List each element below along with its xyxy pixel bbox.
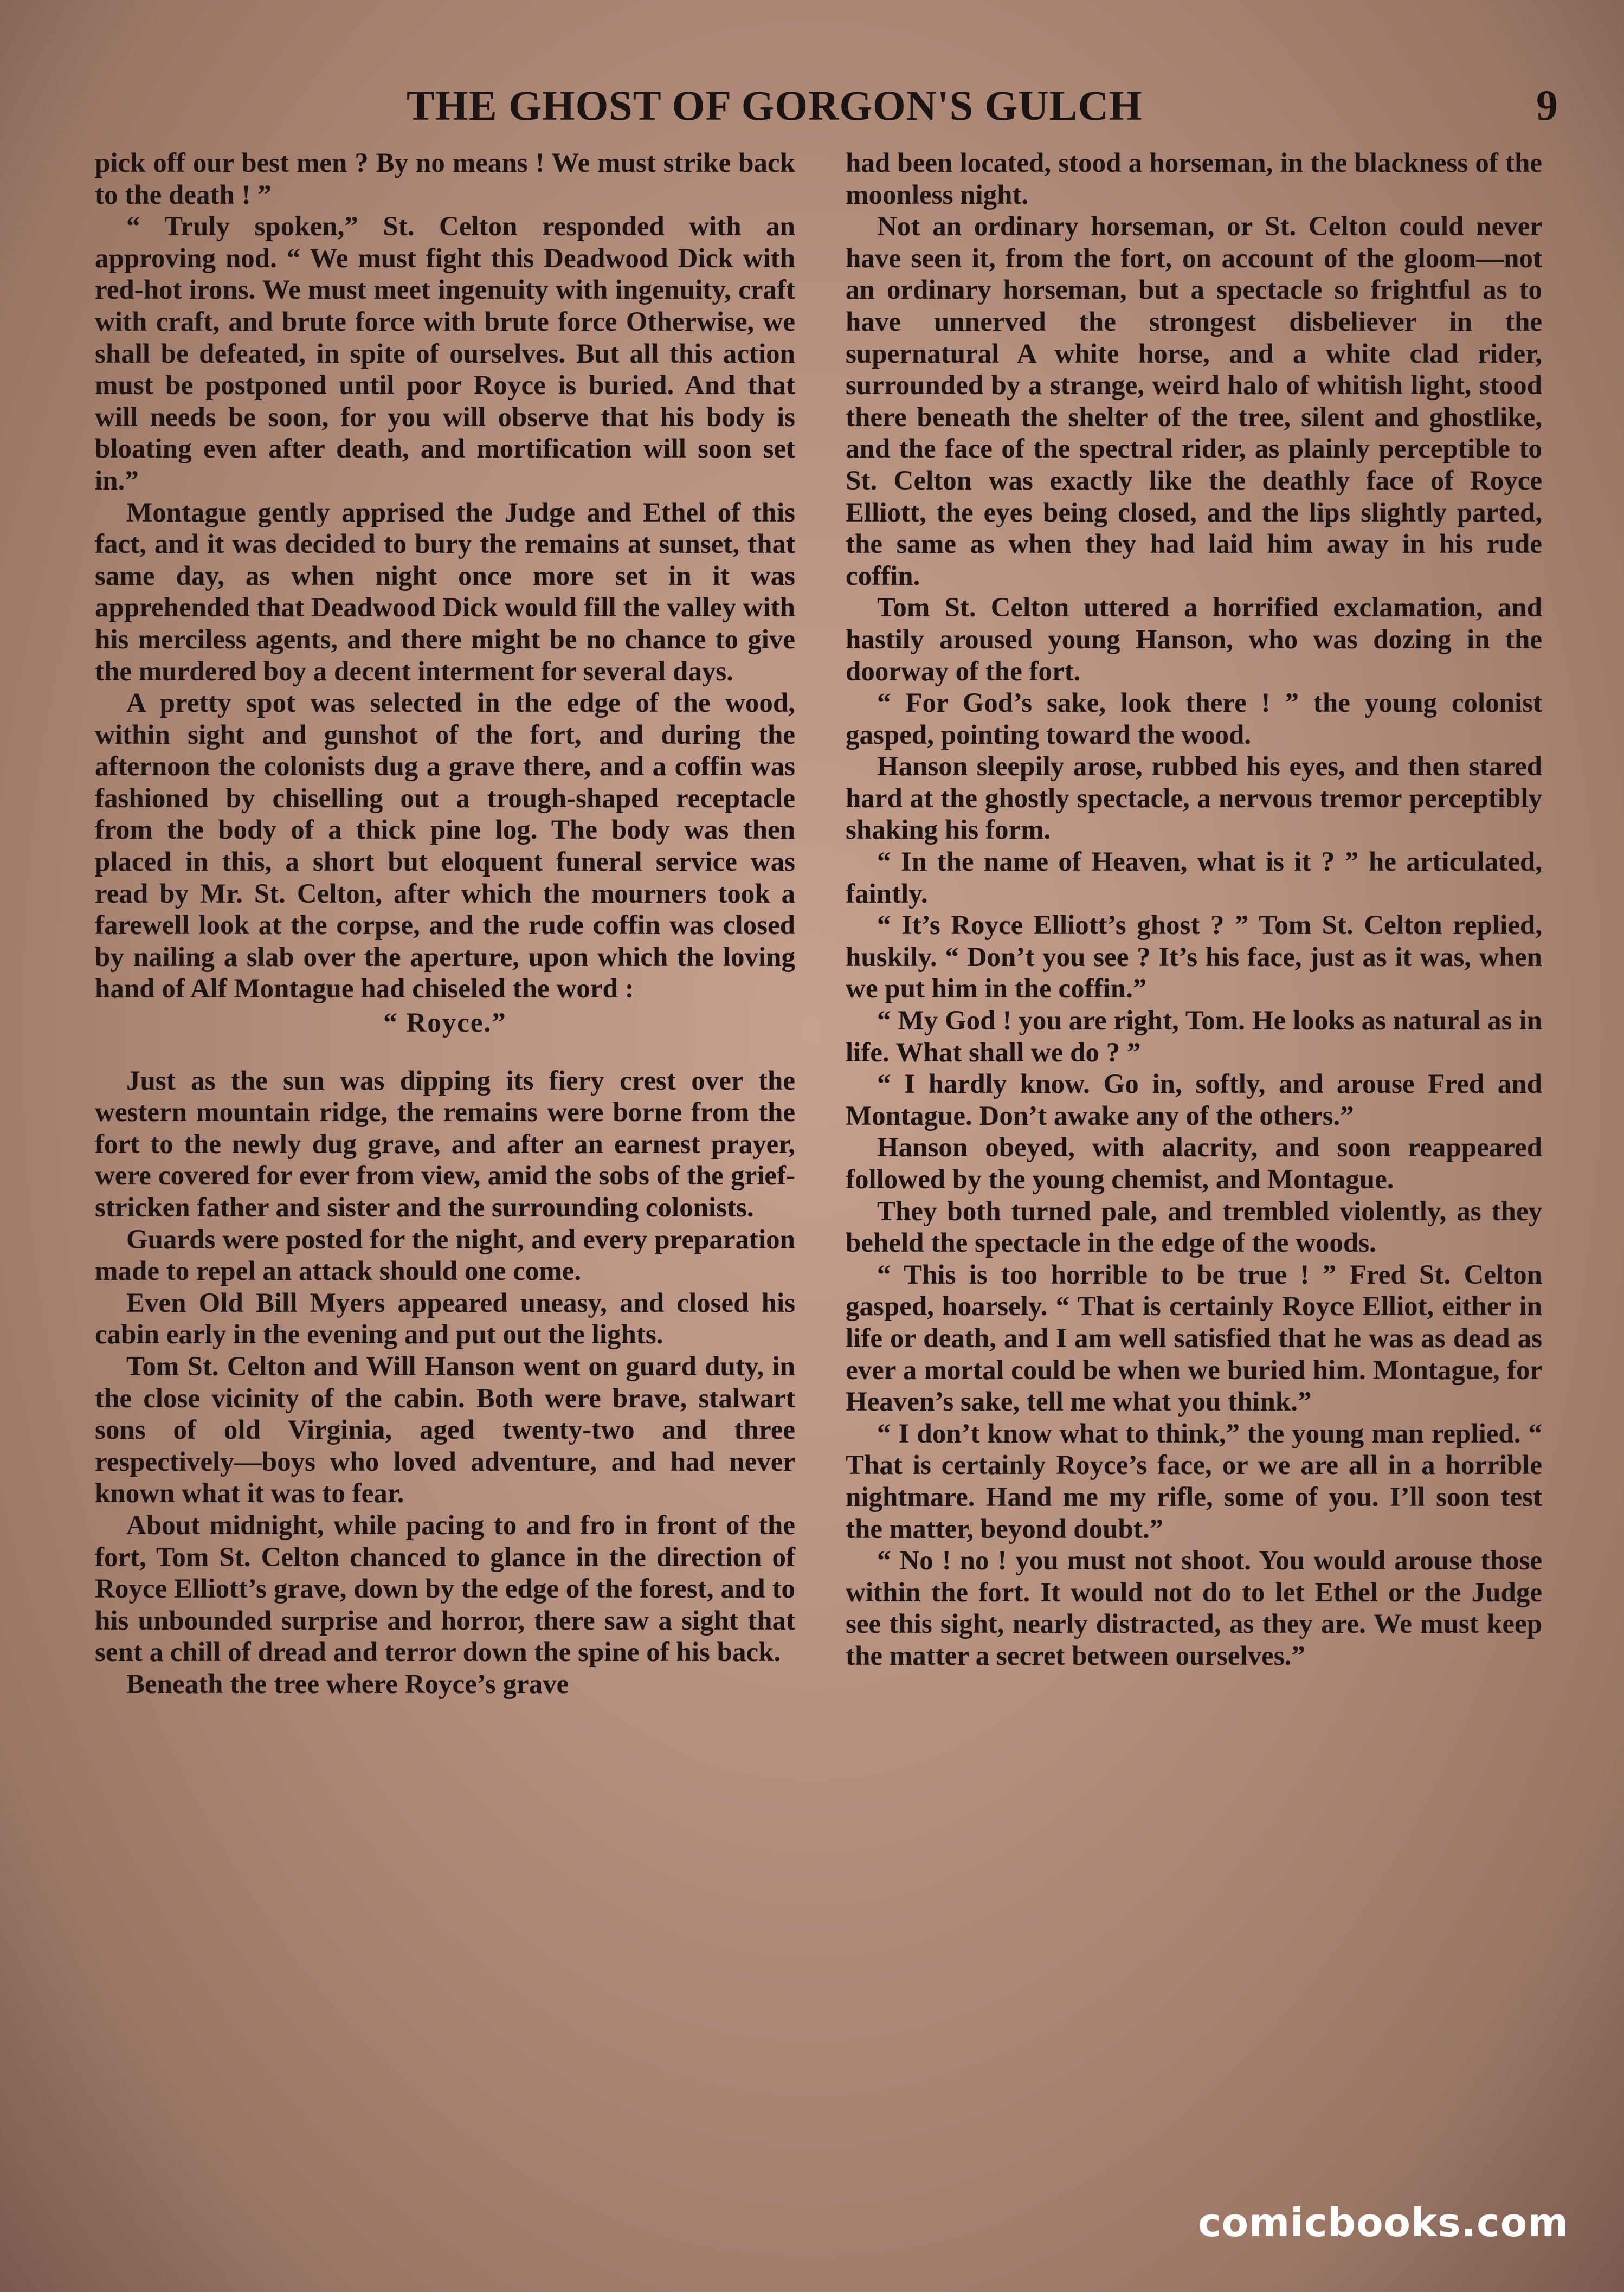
running-title: THE GHOST OF GORGON'S GULCH: [407, 82, 1143, 129]
paragraph: They both turned pale, and trembled violently, as they beheld the spectacle in the edge of the woods.: [846, 1196, 1542, 1259]
right-text-column: [846, 147, 1542, 1672]
paragraph: pick off our best men ? By no means ! We must strike back to the death ! ”: [95, 148, 795, 210]
paragraph: had been located, stood a horseman, in the blackness of the moonless night.: [846, 148, 1542, 210]
paragraph: About midnight, while pacing to and fro in front of the fort, Tom St. Celton chanced to glance in the direction of Royce Elliott’s grave, down by the edge of the forest, and to his unbounded surprise and horror, there saw a sight that sent a chill of dread and terror down the spine of his back.: [95, 1510, 795, 1668]
paragraph: Just as the sun was dipping its fiery crest over the western mountain ridge, the remains were borne from the fort to the newly dug grave, and after an earnest prayer, were covered for ever from view, amid the sobs of the grief-stricken father and sister and the surrounding colonists.: [95, 1065, 795, 1223]
page-number: 9: [1536, 82, 1558, 130]
paragraph: Beneath the tree where Royce’s grave: [126, 1669, 569, 1699]
paragraph: “ I hardly know. Go in, softly, and arouse Fred and Montague. Don’t awake any of the others.”: [846, 1069, 1542, 1131]
page-header: [92, 81, 1564, 141]
paragraph: Montague gently apprised the Judge and Ethel of this fact, and it was decided to bury the remains at sunset, that same day, as when night once more set in it was apprehended that Deadwood Dick would fill the valley with his merciless agents, and there might be no chance to give the murdered boy a decent interment for several days.: [95, 497, 795, 687]
paragraph: “ For God’s sake, look there ! ” the young colonist gasped, pointing toward the wood.: [846, 688, 1542, 750]
paragraph: Tom St. Celton uttered a horrified exclamation, and hastily aroused young Hanson, who was dozing in the doorway of the fort.: [846, 593, 1542, 687]
paragraph: “ I don’t know what to think,” the young man replied. “ That is certainly Royce’s face, or we are all in a horrible nightmare. Hand me my rifle, some of you. I’ll soon test the matter, beyond doubt.”: [846, 1418, 1542, 1544]
paragraph: Guards were posted for the night, and every preparation made to repel an attack should one come.: [95, 1224, 795, 1287]
paragraph: “ In the name of Heaven, what is it ? ” he articulated, faintly.: [846, 847, 1542, 909]
paragraph: “ This is too horrible to be true ! ” Fred St. Celton gasped, hoarsely. “ That is certainly Royce Elliot, either in life or death, and I am well satisfied that he was as dead as ever a mortal could be when we buried him. Montague, for Heaven’s sake, tell me what you think.”: [846, 1259, 1542, 1418]
paragraph: A pretty spot was selected in the edge of the wood, within sight and gunshot of the fort, and during the afternoon the colonists dug a grave there, and a coffin was fashioned by chiselling out a trough-shaped receptacle from the body of a thick pine log. The body was then placed in this, a short but eloquent funeral service was read by Mr. St. Celton, after which the mourners took a farewell look at the corpse, and the rude coffin was closed by nailing a slab over the aperture, upon which the loving hand of Alf Montague had chiseled the word :: [95, 688, 795, 1005]
paragraph: Hanson sleepily arose, rubbed his eyes, and then stared hard at the ghostly spectacle, a nervous tremor perceptibly shaking his form.: [846, 751, 1542, 846]
paragraph: “ No ! no ! you must not shoot. You would arouse those within the fort. It would not do to let Ethel or the Judge see this sight, nearly distracted, as they are. We must keep the matter a secret between ourselves.”: [846, 1546, 1542, 1671]
paragraph: “ Truly spoken,” St. Celton responded with an approving nod. “ We must fight this Deadwood Dick with red-hot irons. We must meet ingenuity with ingenuity, craft with craft, and brute force with brute force Otherwise, we shall be defeated, in spite of ourselves. But all this action must be postponed until poor Royce is buried. And that will needs be soon, for you will observe that his body is bloating even after death, and mortification will soon set in.”: [95, 211, 795, 496]
paragraph: Hanson obeyed, with alacrity, and soon reappeared followed by the young chemist, and Montague.: [846, 1132, 1542, 1195]
paragraph: “ It’s Royce Elliott’s ghost ? ” Tom St. Celton replied, huskily. “ Don’t you see ? It’s his face, just as it was, when we put him in the coffin.”: [846, 910, 1542, 1005]
engraved-word: “ Royce.”: [383, 1008, 507, 1039]
paragraph: Not an ordinary horseman, or St. Celton could never have seen it, from the fort, on account of the gloom—not an ordinary horseman, but a spectacle so frightful as to have unnerved the strongest disbeliever in the supernatural A white horse, and a white clad rider, surrounded by a strange, weird halo of whitish light, stood there beneath the shelter of the tree, silent and ghostlike, and the face of the spectral rider, as plainly perceptible to St. Celton was exactly like the deathly face of Royce Elliott, the eyes being closed, and the lips slightly parted, the same as when they had laid him away in his rude coffin.: [846, 211, 1542, 591]
watermark: comicbooks.com: [1198, 2200, 1569, 2245]
paragraph: Tom St. Celton and Will Hanson went on guard duty, in the close vicinity of the cabin. Both were brave, stalwart sons of old Virginia, aged twenty-two and three respectively—boys who loved adventure, and had never known what it was to fear.: [95, 1351, 795, 1509]
paragraph: Even Old Bill Myers appeared uneasy, and closed his cabin early in the evening and put out the lights.: [95, 1287, 795, 1350]
left-text-column: [95, 147, 795, 1701]
paragraph: “ My God ! you are right, Tom. He looks as natural as in life. What shall we do ? ”: [846, 1006, 1542, 1068]
